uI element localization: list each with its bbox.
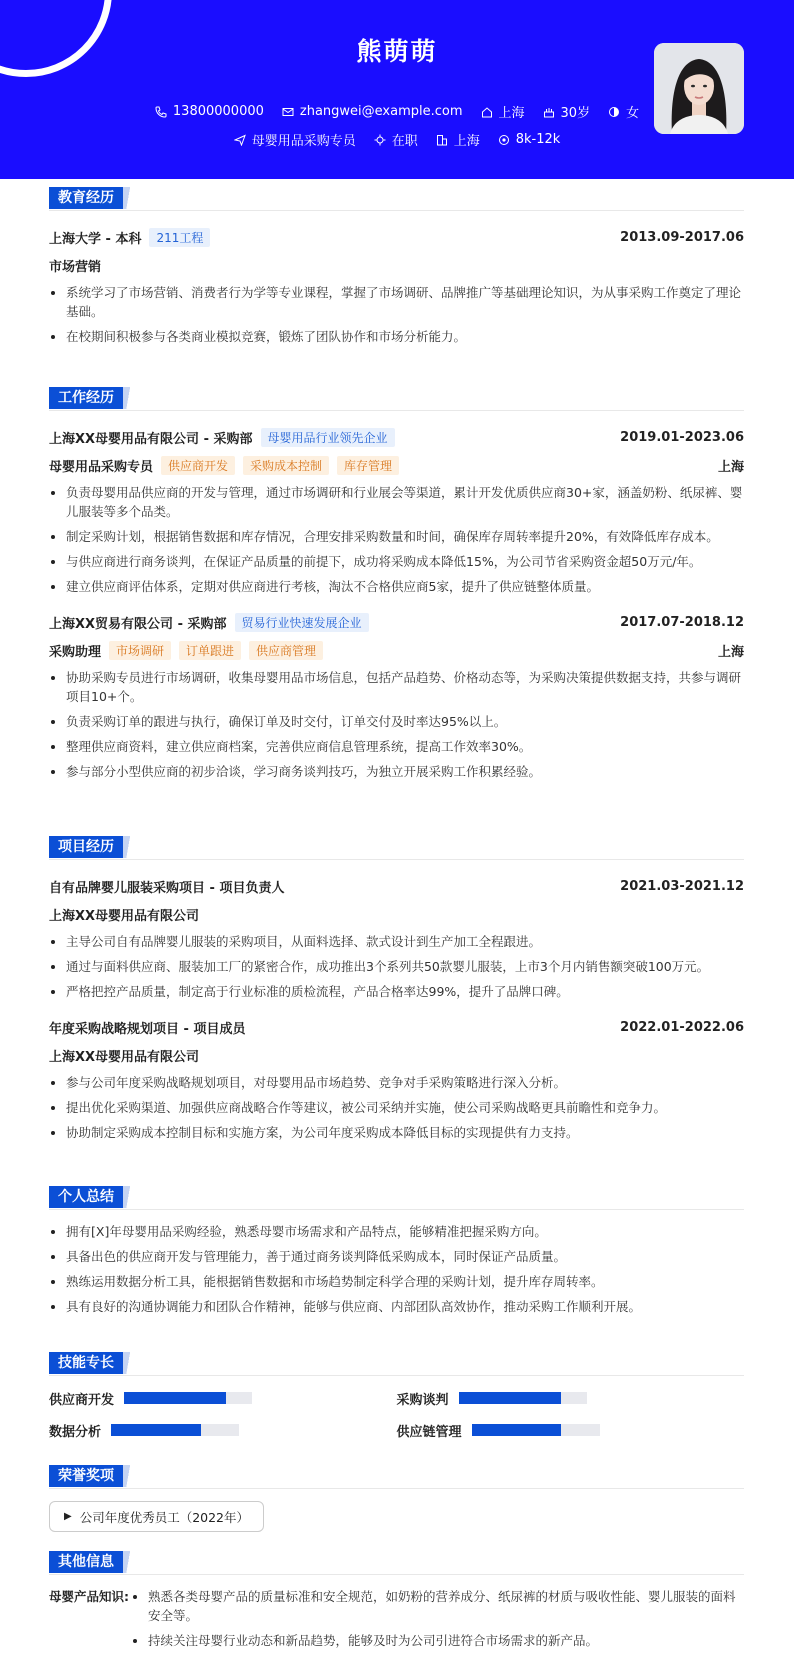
list-item: 负责母婴用品供应商的开发与管理，通过市场调研和行业展会等渠道，累计开发优质供应商30+家，涵盖奶粉、纸尿裤、婴儿服装等多个品类。 — [49, 483, 744, 521]
status-text: 在职 — [391, 134, 418, 149]
school-badge: 211工程 — [149, 228, 210, 247]
section-header — [49, 836, 744, 860]
list-item: 制定采购计划，根据销售数据和库存情况，合理安排采购数量和时间，确保库存周转率提升20%，有效降低库存成本。 — [49, 527, 744, 546]
mail-icon — [282, 106, 294, 118]
skill-bar-fill — [472, 1424, 562, 1436]
education-bullets — [49, 283, 744, 346]
skill-bar — [472, 1424, 600, 1436]
work-section — [49, 387, 744, 787]
job-city: 上海 — [717, 459, 744, 475]
major-row — [49, 251, 744, 279]
list-item: 系统学习了市场营销、消费者行为学等专业课程，掌握了市场调研、品牌推广等基础理论知识，为从事采购工作奠定了理论基础。 — [49, 283, 744, 321]
list-item: 参与部分小型供应商的初步洽谈，学习商务谈判技巧，为独立开展采购工作积累经验。 — [49, 762, 744, 781]
section-title: 项目经历 — [49, 836, 123, 858]
list-item: 主导公司自有品牌婴儿服装的采购项目，从面料选择、款式设计到生产加工全程跟进。 — [49, 932, 744, 951]
awards-section — [49, 1465, 744, 1532]
job-row — [49, 423, 744, 451]
triangle-right-icon: ▶ — [64, 1511, 72, 1522]
projects-section — [49, 836, 744, 1148]
send-icon — [234, 134, 246, 146]
skills-section — [49, 1352, 744, 1440]
position: 采购助理 — [49, 644, 102, 660]
section-header — [49, 187, 744, 211]
gender-info — [608, 102, 639, 121]
phone-text: 13800000000 — [172, 104, 264, 119]
list-item: 熟悉各类母婴产品的质量标准和安全规范，如奶粉的营养成分、纸尿裤的材质与吸收性能、婴儿服装的面料安全等。 — [131, 1587, 744, 1625]
other-bullets — [129, 1587, 744, 1656]
summary-section — [49, 1186, 744, 1322]
project-date: 2021.03-2021.12 — [620, 878, 744, 894]
award-text: 公司年度优秀员工（2022年） — [79, 1509, 250, 1525]
list-item: 建立供应商评估体系，定期对供应商进行考核，淘汰不合格供应商5家，提升了供应链整体质量。 — [49, 577, 744, 596]
project-company: 上海XX母婴用品有限公司 — [49, 1049, 200, 1065]
company-badge: 母婴用品行业领先企业 — [261, 428, 395, 447]
skill-tag: 库存管理 — [337, 456, 399, 475]
email-info — [282, 102, 463, 121]
city-info — [436, 130, 480, 149]
list-item: 熟练运用数据分析工具，能根据销售数据和市场趋势制定科学合理的采购计划，提升库存周转率。 — [49, 1272, 744, 1291]
list-item: 持续关注母婴行业动态和新品趋势，能够及时为公司引进符合市场需求的新产品。 — [131, 1631, 744, 1650]
job-city: 上海 — [717, 644, 744, 660]
major: 市场营销 — [49, 259, 102, 275]
project-row — [49, 1013, 744, 1041]
skill-item — [397, 1388, 745, 1408]
school-name: 上海大学 - 本科 — [49, 231, 142, 247]
section-title: 教育经历 — [49, 187, 123, 209]
list-item: 负责采购订单的跟进与执行，确保订单及时交付，订单交付及时率达95%以上。 — [49, 712, 744, 731]
skill-tag: 供应商管理 — [249, 641, 323, 660]
list-item: 通过与面料供应商、服装加工厂的紧密合作，成功推出3个系列共50款婴儿服装，上市3个月内销售额突破100万元。 — [49, 957, 744, 976]
phone-info — [155, 102, 264, 121]
list-item: 参与公司年度采购战略规划项目，对母婴用品市场趋势、竞争对手采购策略进行深入分析。 — [49, 1073, 744, 1092]
other-section — [49, 1551, 744, 1656]
salary-text: 8k-12k — [515, 132, 561, 147]
skill-bar — [124, 1392, 252, 1404]
list-item: 具备出色的供应商开发与管理能力，善于通过商务谈判降低采购成本，同时保证产品质量。 — [49, 1247, 744, 1266]
skill-item — [49, 1388, 397, 1408]
skill-tag: 订单跟进 — [179, 641, 241, 660]
money-icon — [498, 134, 510, 146]
list-item: 具有良好的沟通协调能力和团队合作精神，能够与供应商、内部团队高效协作，推动采购工作顺利开展。 — [49, 1297, 744, 1316]
home-icon — [481, 106, 493, 118]
status-icon — [374, 134, 386, 146]
section-header — [49, 1352, 744, 1376]
resume-header — [0, 0, 794, 179]
section-title: 技能专长 — [49, 1352, 123, 1374]
education-section — [49, 187, 744, 352]
award-item[interactable] — [49, 1501, 264, 1532]
list-item: 严格把控产品质量，制定高于行业标准的质检流程，产品合格率达99%，提升了品牌口碑。 — [49, 982, 744, 1001]
summary-bullets — [49, 1222, 744, 1316]
section-title: 其他信息 — [49, 1551, 123, 1573]
skill-bar-fill — [124, 1392, 226, 1404]
job-bullets — [49, 483, 744, 596]
list-item: 拥有[X]年母婴用品采购经验，熟悉母婴市场需求和产品特点，能够精准把握采购方向。 — [49, 1222, 744, 1241]
skill-bar-fill — [111, 1424, 201, 1436]
other-info-row — [49, 1587, 744, 1656]
skill-item — [397, 1420, 745, 1440]
section-header — [49, 1186, 744, 1210]
salary-info — [498, 130, 561, 149]
job-date: 2019.01-2023.06 — [620, 429, 744, 445]
section-header — [49, 1465, 744, 1489]
list-item: 提出优化采购渠道、加强供应商战略合作等建议，被公司采纳并实施，使公司采购战略更具前瞻性和竞争力。 — [49, 1098, 744, 1117]
project-bullets — [49, 1073, 744, 1142]
status-info — [374, 130, 418, 149]
candidate-name: 熊萌萌 — [356, 37, 438, 66]
cake-icon — [543, 106, 555, 118]
intent-info — [234, 130, 356, 149]
gender-icon — [608, 106, 620, 118]
home-text: 上海 — [498, 106, 525, 121]
position-row — [49, 636, 744, 664]
skill-bar — [111, 1424, 239, 1436]
skill-name: 供应商开发 — [49, 1392, 115, 1408]
phone-icon — [155, 106, 167, 118]
education-date: 2013.09-2017.06 — [620, 229, 744, 245]
list-item: 协助采购专员进行市场调研，收集母婴用品市场信息，包括产品趋势、价格动态等，为采购决策提供数据支持，共参与调研项目10+个。 — [49, 668, 744, 706]
skill-name: 供应链管理 — [396, 1424, 462, 1440]
list-item: 协助制定采购成本控制目标和实施方案，为公司年度采购成本降低目标的实现提供有力支持。 — [49, 1123, 744, 1142]
project-company: 上海XX母婴用品有限公司 — [49, 908, 200, 924]
project-name: 自有品牌婴儿服装采购项目 - 项目负责人 — [49, 880, 285, 896]
company-name: 上海XX贸易有限公司 - 采购部 — [49, 616, 227, 632]
section-title: 个人总结 — [49, 1186, 123, 1208]
section-title: 荣誉奖项 — [49, 1465, 123, 1487]
skills-grid — [49, 1388, 744, 1440]
section-header — [49, 387, 744, 411]
job-bullets — [49, 668, 744, 781]
skill-name: 数据分析 — [49, 1424, 102, 1440]
company-name: 上海XX母婴用品有限公司 - 采购部 — [49, 431, 253, 447]
list-item: 与供应商进行商务谈判，在保证产品质量的前提下，成功将采购成本降低15%，为公司节省采购资金超50万元/年。 — [49, 552, 744, 571]
section-title: 工作经历 — [49, 387, 123, 409]
position-row — [49, 451, 744, 479]
list-item: 整理供应商资料，建立供应商档案，完善供应商信息管理系统，提高工作效率30%。 — [49, 737, 744, 756]
project-company-row — [49, 900, 744, 928]
city-text: 上海 — [453, 134, 480, 149]
other-label: 母婴产品知识: — [49, 1589, 129, 1604]
profile-photo — [654, 43, 744, 134]
skill-tag: 采购成本控制 — [243, 456, 329, 475]
skill-bar-fill — [459, 1392, 561, 1404]
intent-text: 母婴用品采购专员 — [251, 134, 356, 149]
skill-bar — [459, 1392, 587, 1404]
project-company-row — [49, 1041, 744, 1069]
age-text: 30岁 — [560, 106, 591, 121]
project-name: 年度采购战略规划项目 - 项目成员 — [49, 1021, 246, 1037]
age-info — [543, 102, 591, 121]
list-item: 在校期间积极参与各类商业模拟竞赛，锻炼了团队协作和市场分析能力。 — [49, 327, 744, 346]
building-icon — [436, 134, 448, 146]
avatar-illustration — [654, 43, 744, 134]
gender-text: 女 — [626, 106, 640, 121]
skill-tag: 供应商开发 — [161, 456, 235, 475]
job-date: 2017.07-2018.12 — [620, 614, 744, 630]
skill-name: 采购谈判 — [396, 1392, 449, 1408]
job-row — [49, 608, 744, 636]
home-info — [481, 102, 525, 121]
email-text: zhangwei@example.com — [299, 104, 463, 119]
section-header — [49, 1551, 744, 1575]
project-row — [49, 872, 744, 900]
company-badge: 贸易行业快速发展企业 — [235, 613, 369, 632]
project-bullets — [49, 932, 744, 1001]
skill-item — [49, 1420, 397, 1440]
position: 母婴用品采购专员 — [49, 459, 154, 475]
project-date: 2022.01-2022.06 — [620, 1019, 744, 1035]
education-row — [49, 223, 744, 251]
skill-tag: 市场调研 — [109, 641, 171, 660]
